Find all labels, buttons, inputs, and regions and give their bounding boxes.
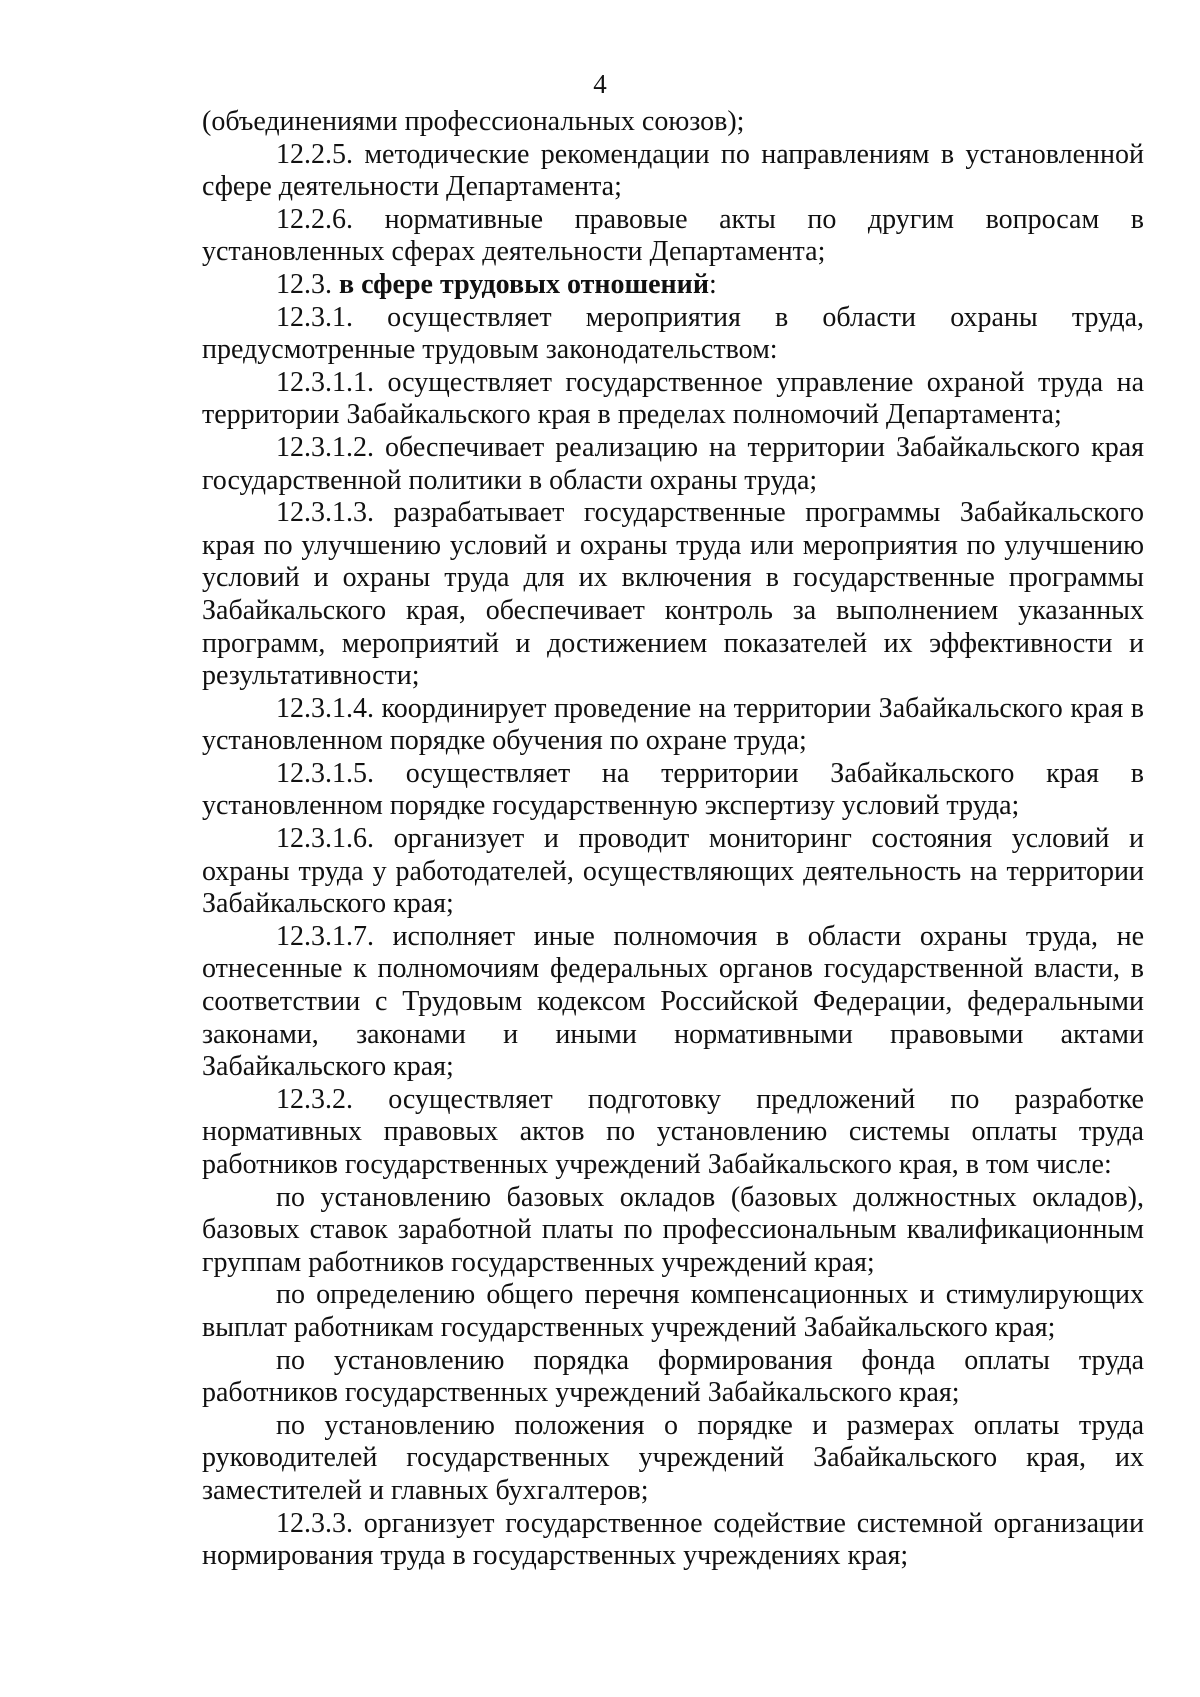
list-item: 12.3.1.2. обеспечивает реализацию на территории Забайкальского края государственной политики в области охраны труда; [202,431,1144,496]
list-item: 12.3.2. осуществляет подготовку предложений по разработке нормативных правовых актов по установлению системы оплаты труда работников государственных учреждений Забайкальского края, в том числе: [202,1083,1144,1180]
list-item: 12.3.1.3. разрабатывает государственные программы Забайкальского края по улучшению условий и охраны труда или мероприятия по улучшению условий и охраны труда для их включения в государственные программы Забайкальского края, обеспечивает контроль за выполнением указанных программ, мероприятий и достижением показателей их эффективности и результативности; [202,497,1144,692]
list-item: по установлению положения о порядке и размерах оплаты труда руководителей государственных учреждений Забайкальского края, их заместителей и главных бухгалтеров; [202,1409,1144,1506]
paragraph: 12.2.6. нормативные правовые акты по другим вопросам в установленных сферах деятельности Департамента; [202,203,1144,268]
paragraph: 12.2.5. методические рекомендации по направлениям в установленной сфере деятельности Департамента; [202,138,1144,203]
list-item: 12.3.1. осуществляет мероприятия в области охраны труда, предусмотренные трудовым законодательством: [202,301,1144,366]
list-item: по определению общего перечня компенсационных и стимулирующих выплат работникам государственных учреждений Забайкальского края; [202,1279,1144,1343]
paragraph: 12.3.3. организует государственное содействие системной организации нормирования труда в государственных учреждениях края; [202,1507,1144,1572]
paragraph: (объединениями профессиональных союзов); [202,106,745,137]
list-item: 12.3.1.1. осуществляет государственное управление охраной труда на территории Забайкальского края в пределах полномочий Департамента; [202,366,1144,431]
list-item: 12.3.1.7. исполняет иные полномочия в области охраны труда, не отнесенные к полномочиям федеральных органов государственной власти, в соответствии с Трудовым кодексом Российской Федерации, федеральными законами, законами и иными нормативными правовыми актами Забайкальского края; [202,920,1144,1083]
section-heading-12-3 [202,269,1144,302]
list-item: по установлению порядка формирования фонда оплаты труда работников государственных учреждений Забайкальского края; [202,1344,1144,1409]
section-number: 12.3. [276,268,339,300]
list-item: 12.3.1.6. организует и проводит мониторинг состояния условий и охраны труда у работодателей, осуществляющих деятельность на территории Забайкальского края; [202,823,1144,920]
list-item: 12.3.1.4. координирует проведение на территории Забайкальского края в установленном порядке обучения по охране труда; [202,692,1144,757]
page-number: 4 [593,69,607,99]
section-colon: : [708,268,717,300]
document-body [202,106,1144,1573]
list-item: по установлению базовых окладов (базовых должностных окладов), базовых ставок заработной платы по профессиональным квалификационным группам работников государственных учреждений края; [202,1181,1144,1278]
list-item: 12.3.1.5. осуществляет на территории Забайкальского края в установленном порядке государственную экспертизу условий труда; [202,757,1144,822]
section-title: в сфере трудовых отношений [339,268,709,300]
